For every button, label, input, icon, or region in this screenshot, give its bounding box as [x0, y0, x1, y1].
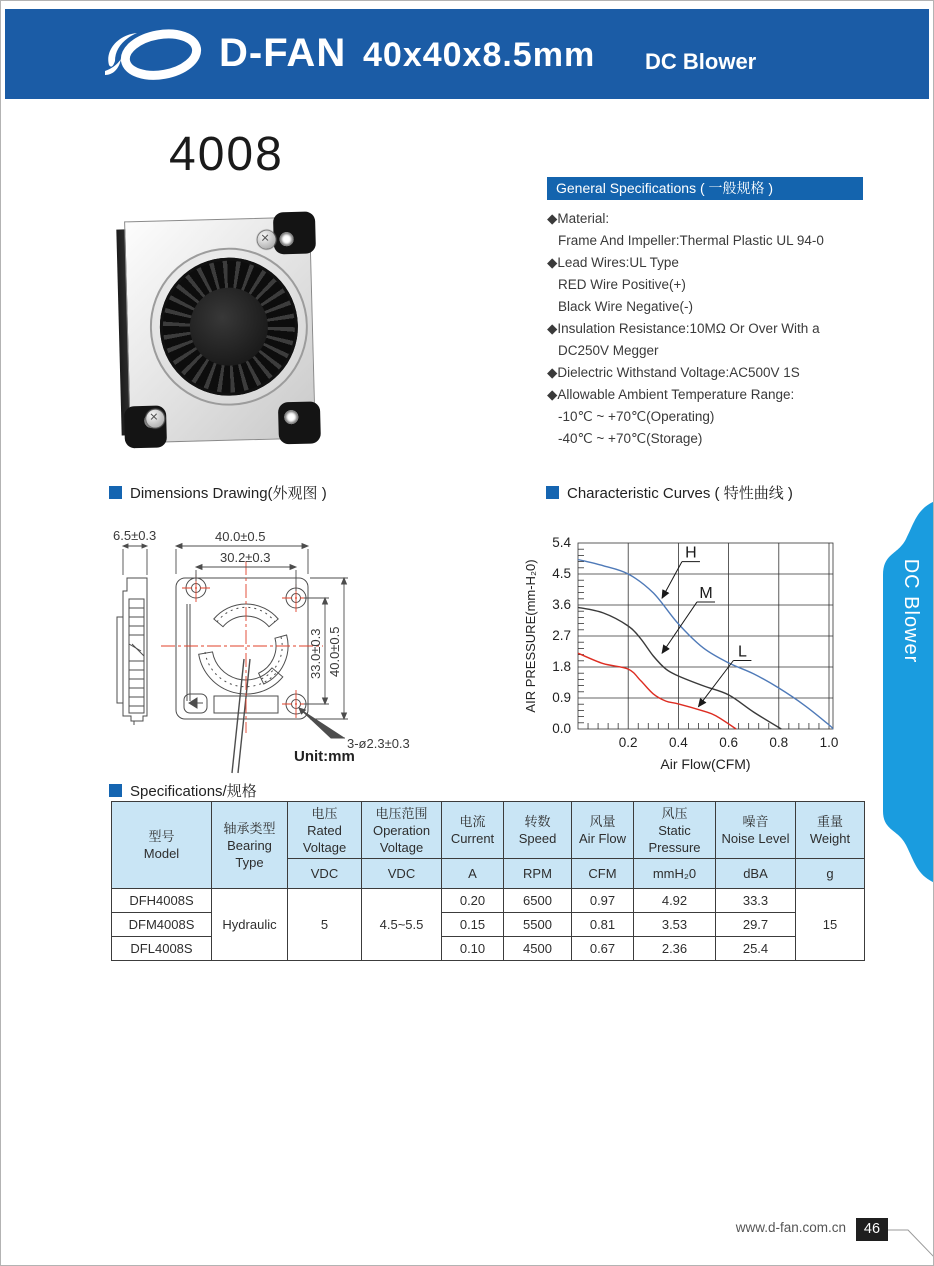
dim-frame-width: 40.0±0.5 [215, 529, 266, 544]
cell-current: 0.20 [442, 889, 504, 913]
svg-text:H: H [685, 544, 697, 562]
side-view [117, 578, 147, 725]
cell-noise: 33.3 [716, 889, 796, 913]
col-header-speed: 转数 Speed [504, 802, 572, 859]
svg-text:1.8: 1.8 [552, 659, 571, 674]
lead-wires [232, 659, 250, 773]
page-header [5, 9, 929, 99]
footer-website: www.d-fan.com.cn [735, 1220, 846, 1235]
svg-text:AIR PRESSURE(mm-H₂0): AIR PRESSURE(mm-H₂0) [523, 559, 538, 713]
dim-hole-note: 3-ø2.3±0.3 [347, 736, 410, 751]
cell-current: 0.10 [442, 937, 504, 961]
svg-text:M: M [699, 584, 713, 602]
spec-line: Frame And Impeller:Thermal Plastic UL 94-0 [558, 233, 824, 248]
svg-text:0.4: 0.4 [669, 735, 688, 750]
col-header-static-pressure: 风压 Static Pressure [634, 802, 716, 859]
spec-line: ◆Lead Wires:UL Type [547, 255, 679, 270]
chart-grid [578, 543, 833, 729]
svg-text:0.8: 0.8 [769, 735, 789, 750]
side-tab-label: DC Blower [900, 558, 922, 664]
unit-noise: dBA [716, 859, 796, 889]
svg-text:0.6: 0.6 [719, 735, 738, 750]
impeller-blades [199, 604, 288, 694]
unit-weight: g [796, 859, 865, 889]
photo-front-plate [124, 217, 316, 444]
section-heading-label: Dimensions Drawing(外观图 ) [130, 485, 327, 502]
cell-speed: 4500 [504, 937, 572, 961]
cell-airflow: 0.97 [572, 889, 634, 913]
dimension-labels [113, 528, 410, 765]
cell-static-pressure: 2.36 [634, 937, 716, 961]
svg-text:3.6: 3.6 [552, 597, 571, 612]
unit-speed: RPM [504, 859, 572, 889]
cell-weight: 15 [796, 889, 865, 961]
svg-text:1.0: 1.0 [819, 735, 839, 750]
dim-side-width: 6.5±0.3 [113, 528, 157, 543]
svg-text:L: L [737, 643, 747, 661]
cell-airflow: 0.67 [572, 937, 634, 961]
dim-frame-height: 40.0±0.5 [327, 626, 342, 677]
col-header-airflow: 风量 Air Flow [572, 802, 634, 859]
general-specs-list [547, 208, 887, 450]
brand-name: D-FAN [219, 31, 347, 75]
section-heading-label: Specifications/规格 [130, 783, 257, 800]
spec-line: ◆Insulation Resistance:10MΩ Or Over With a [547, 321, 820, 336]
cell-speed: 5500 [504, 913, 572, 937]
model-number: 4008 [169, 128, 284, 181]
general-specs-title: General Specifications ( 一般规格 ) [547, 177, 863, 200]
svg-text:4.5: 4.5 [552, 566, 571, 581]
col-header-operation-voltage: 电压范围 Operation Voltage [362, 802, 442, 859]
photo-hub [189, 287, 269, 367]
spec-line: ◆Dielectric Withstand Voltage:AC500V 1S [547, 365, 800, 380]
section-heading-label: Characteristic Curves ( 特性曲线 ) [567, 485, 793, 502]
svg-text:5.4: 5.4 [552, 535, 571, 550]
cell-rated-voltage: 5 [288, 889, 362, 961]
product-photo [116, 216, 318, 445]
dimensions-drawing [101, 516, 471, 778]
photo-impeller [158, 256, 300, 398]
cell-static-pressure: 3.53 [634, 913, 716, 937]
cell-bearing: Hydraulic [212, 889, 288, 961]
dim-hole-pitch-h: 30.2±0.3 [220, 550, 271, 565]
product-size-title: 40x40x8.5mm [363, 36, 596, 74]
chart-annotations [662, 545, 751, 707]
svg-text:Air Flow(CFM): Air Flow(CFM) [660, 756, 751, 772]
table-row [112, 889, 865, 913]
cell-current: 0.15 [442, 913, 504, 937]
section-bullet-icon [109, 486, 122, 499]
cell-model: DFH4008S [112, 889, 212, 913]
cell-speed: 6500 [504, 889, 572, 913]
svg-text:0.9: 0.9 [552, 690, 571, 705]
section-bullet-icon [109, 784, 122, 797]
spec-line: Black Wire Negative(-) [558, 299, 694, 314]
spec-line: ◆Allowable Ambient Temperature Range: [547, 387, 795, 402]
col-header-model: 型号 Model [112, 802, 212, 889]
cell-model: DFL4008S [112, 937, 212, 961]
photo-corner-pad [273, 211, 316, 254]
unit-rated-voltage: VDC [288, 859, 362, 889]
dim-unit: Unit:mm [294, 748, 355, 765]
dim-hole-pitch-v: 33.0±0.3 [308, 628, 323, 679]
unit-operation-voltage: VDC [362, 859, 442, 889]
col-header-weight: 重量 Weight [796, 802, 865, 859]
spec-line: DC250V Megger [558, 343, 659, 358]
section-heading-specifications [109, 780, 257, 801]
cell-airflow: 0.81 [572, 913, 634, 937]
specifications-table [111, 801, 865, 961]
unit-current: A [442, 859, 504, 889]
dfan-logo-icon [103, 25, 215, 83]
spec-line: -40℃ ~ +70℃(Storage) [558, 431, 703, 446]
section-bullet-icon [546, 486, 559, 499]
spec-line: ◆Material: [547, 211, 610, 226]
section-heading-dimensions [109, 482, 327, 503]
unit-airflow: CFM [572, 859, 634, 889]
unit-static-pressure: mmH₂0 [634, 859, 716, 889]
photo-inlet-ring [148, 246, 310, 408]
product-type-title: DC Blower [645, 49, 757, 74]
curves-chart [519, 524, 853, 786]
cell-operation-voltage: 4.5~5.5 [362, 889, 442, 961]
cell-noise: 29.7 [716, 913, 796, 937]
col-header-noise: 噪音 Noise Level [716, 802, 796, 859]
chart-labels [523, 535, 838, 772]
col-header-current: 电流 Current [442, 802, 504, 859]
col-header-bearing: 轴承类型 Bearing Type [212, 802, 288, 889]
cell-static-pressure: 4.92 [634, 889, 716, 913]
cell-noise: 25.4 [716, 937, 796, 961]
cell-model: DFM4008S [112, 913, 212, 937]
svg-text:0.2: 0.2 [618, 735, 638, 750]
spec-line: RED Wire Positive(+) [558, 277, 686, 292]
spec-line: -10℃ ~ +70℃(Operating) [558, 409, 715, 424]
photo-corner-pad [278, 401, 321, 444]
section-heading-curves [546, 482, 793, 503]
footer-page-number: 46 [856, 1218, 888, 1241]
svg-text:0.0: 0.0 [552, 721, 571, 736]
svg-text:2.7: 2.7 [552, 628, 571, 643]
col-header-rated-voltage: 电压 Rated Voltage [288, 802, 362, 859]
footer-corner-line [888, 1225, 934, 1266]
